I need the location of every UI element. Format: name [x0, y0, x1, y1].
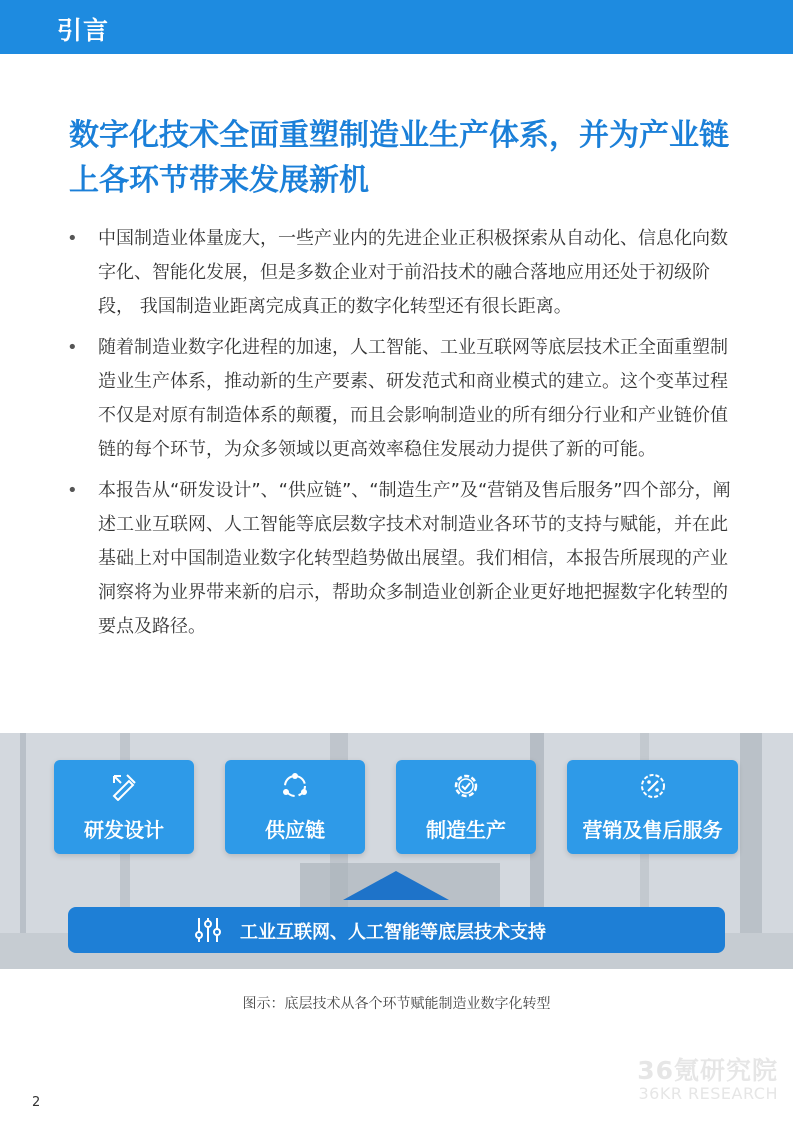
card-label: 研发设计: [84, 818, 164, 842]
card-label: 营销及售后服务: [582, 818, 723, 842]
bullet-dot: •: [67, 480, 78, 501]
base-technology-label: 工业互联网、人工智能等底层技术支持: [240, 922, 546, 943]
section-title: 引言: [57, 16, 110, 45]
sliders-icon: [193, 915, 223, 945]
bullet-item: [64, 331, 734, 467]
card-label: 制造生产: [426, 818, 506, 842]
header-bar: [0, 0, 793, 54]
design-tools-icon: [109, 771, 139, 801]
bullet-text: 本报告从“研发设计”、“供应链”、“制造生产”及“营销及售后服务”四个部分，阐述工业互联网、人工智能等底层数字技术对制造业各环节的支持与赋能，并在此基础上对中国制造业数字化转型趋势做出展望。我们相信，本报告所展现的产业洞察将为业界带来新的启示，帮助众多制造业创新企业更好地把握数字化转型的要点及路径。: [98, 480, 731, 637]
page-number: 2: [32, 1095, 41, 1110]
bullet-list: [64, 222, 734, 651]
bullet-item: [64, 222, 734, 324]
bullet-dot: •: [67, 228, 78, 249]
support-arrow: [343, 871, 449, 900]
value-chain-diagram: [0, 733, 793, 969]
card-marketing-service: [567, 760, 738, 854]
card-supply-chain: [225, 760, 365, 854]
discount-badge-icon: [638, 771, 668, 801]
logo-cn: 36氪研究院: [637, 1056, 778, 1085]
bullet-text: 中国制造业体量庞大，一些产业内的先进企业正积极探索从自动化、信息化向数字化、智能化发展，但是多数企业对于前沿技术的融合落地应用还处于初级阶段， 我国制造业距离完成真正的数字化转型还有很长距离。: [98, 228, 728, 317]
bullet-item: [64, 474, 734, 644]
gear-check-icon: [451, 771, 481, 801]
figure-caption: 图示：底层技术从各个环节赋能制造业数字化转型: [242, 996, 551, 1012]
headline: 数字化技术全面重塑制造业生产体系，并为产业链上各环节带来发展新机: [69, 118, 729, 198]
supply-chain-cycle-icon: [280, 771, 310, 801]
publisher-logo: [633, 1057, 778, 1103]
card-manufacturing: [396, 760, 536, 854]
bullet-dot: •: [67, 337, 78, 358]
card-rnd-design: [54, 760, 194, 854]
card-label: 供应链: [265, 818, 325, 842]
logo-en: 36KR RESEARCH: [638, 1084, 778, 1103]
base-technology-bar: [68, 907, 725, 953]
bullet-text: 随着制造业数字化进程的加速，人工智能、工业互联网等底层技术正全面重塑制造业生产体系，推动新的生产要素、研发范式和商业模式的建立。这个变革过程不仅是对原有制造体系的颠覆，而且会影响制造业的所有细分行业和产业链价值链的每个环节，为众多领域以更高效率稳住发展动力提供了新的可能。: [98, 337, 728, 460]
